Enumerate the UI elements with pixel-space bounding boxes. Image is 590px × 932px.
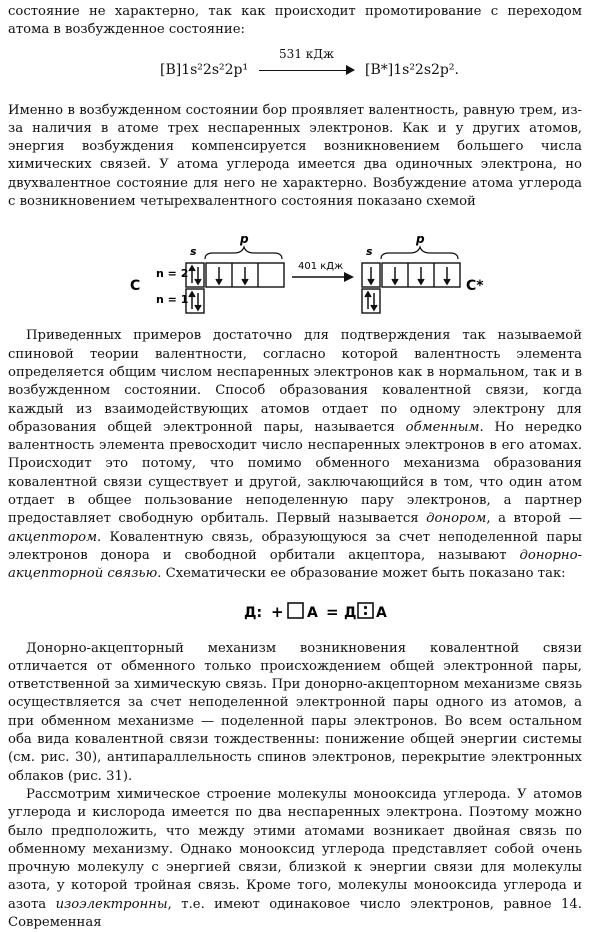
p-brace-left <box>205 247 282 259</box>
acceptor-symbol: А <box>307 604 318 621</box>
sublevel-p-label-right: p <box>416 232 425 247</box>
p-brace-right <box>381 247 458 259</box>
paragraph-spin-theory: Приведенных примеров достаточно для подтверждения так называемой спиновой теории валентности, согласно которой валентность элемента определяется общим числом неспаренных электронов как в нормальном, так и в возбужденном состоянии. Способ образования ковалентной связи, когда каждый из взаимодействующих атомов отдает по одному электрону для образования общей электронной пары, называется обменным. Но нередко валентность элемента превосходит число неспаренных электронов в его атомах. Происходит это потому, что помимо обменного механизма образования ковалентной связи существует и другой, заключающийся в том, что один атом отдает в общее пользование неподеленную пару электронов, а партнер предоставляет свободную орбиталь. Первый называется донором, а второй — акцептором. Ковалентную связь, образующуюся за счет неподеленной пары электронов донора и свободной орбитали акцептора, называют донорно-акцепторной связью. Схематически ее образование может быть показано так: <box>8 328 582 582</box>
term-isoelectronic: изоэлектронны <box>55 896 168 912</box>
sublevel-p-label-left: p <box>240 232 249 247</box>
product-donor: Д <box>344 604 357 621</box>
reaction-arrow <box>259 46 355 77</box>
term-donor: донором <box>426 511 487 527</box>
energy-label: 531 кДж <box>279 46 335 61</box>
term-donor-acceptor-bond: донорно-акцепторной связью <box>8 547 582 582</box>
paragraph-intro: состояние не характерно, так как происходит промотирование с переходом атома в возбужденное состояние: <box>8 4 582 38</box>
paragraph-carbon-monoxide: Рассмотрим химическое строение молекулы монооксида углерода. У атомов углерода и кислорода имеется по два неспаренных электрона. Поэтому можно было предположить, что между этими атомами возникает двойная связь по обменному механизму. Однако монооксид углерода представляет собой очень прочную молекулу с энергией связи, близкой к энергии связи для молекулы азота, у которой тройная связь. Кроме того, молекулы монооксида углерода и азота изоэлектронны, т.е. имеют одинаковое число электронов, равное 14. Современная <box>8 786 582 930</box>
level-2-label-left: n = 2 <box>156 267 189 281</box>
empty-orbital-box <box>288 603 303 618</box>
atom-label-c-star: C* <box>466 278 484 295</box>
sublevel-s-label-right: s <box>366 245 373 259</box>
level-1-label-left: n = 1 <box>156 293 189 307</box>
paragraph-boron-valence: Именно в возбужденном состоянии бор проявляет валентность, равную трем, из-за наличия в атоме трех неспаренных электронов. Как и у других атомов, энергия возбуждения компенсируется возникновением большего числа химических связей. У атома углерода имеется два одиночных электрона, но двухвалентное состояние для него не характерно. Возбуждение атома углерода с возникновением четырехвалентного состояния показано схемой <box>8 102 582 210</box>
sublevel-s-label-left: s <box>190 245 197 259</box>
paragraph-mechanism-comparison: Донорно-акцепторный механизм возникновения ковалентной связи отличается от обменного только происхождением общей электронной пары, ответственной за химическую связь. При донорно-акцепторном механизме связь осуществляется за счет неподеленной электронной пары одного из атомов, а при обменном механизме — поделенной пары электронов. Во всем остальном оба вида ковалентной связи тождественны: понижение общей энергии системы (см. рис. 30), антипараллельность спинов электронов, перекрытие электронных облаков (рис. 31). <box>8 640 582 784</box>
scheme-energy-label: 401 кДж <box>298 261 344 273</box>
carbon-excitation-scheme <box>8 211 582 327</box>
term-exchange: обменным <box>405 419 480 435</box>
boron-excitation-equation <box>8 40 582 102</box>
equation-right: [B*]1s²2s2p². <box>365 61 459 78</box>
term-acceptor: акцептором <box>8 529 97 545</box>
atom-label-c: C <box>130 278 141 295</box>
donor-acceptor-equation <box>8 584 582 640</box>
plus-sign: + <box>271 602 284 621</box>
equals-sign: = <box>326 602 339 621</box>
equation-left: [B]1s²2s²2p¹ <box>160 61 249 78</box>
product-acceptor: А <box>376 604 387 621</box>
shared-pair-box <box>358 603 373 618</box>
donor-symbol: Д: <box>244 604 263 621</box>
